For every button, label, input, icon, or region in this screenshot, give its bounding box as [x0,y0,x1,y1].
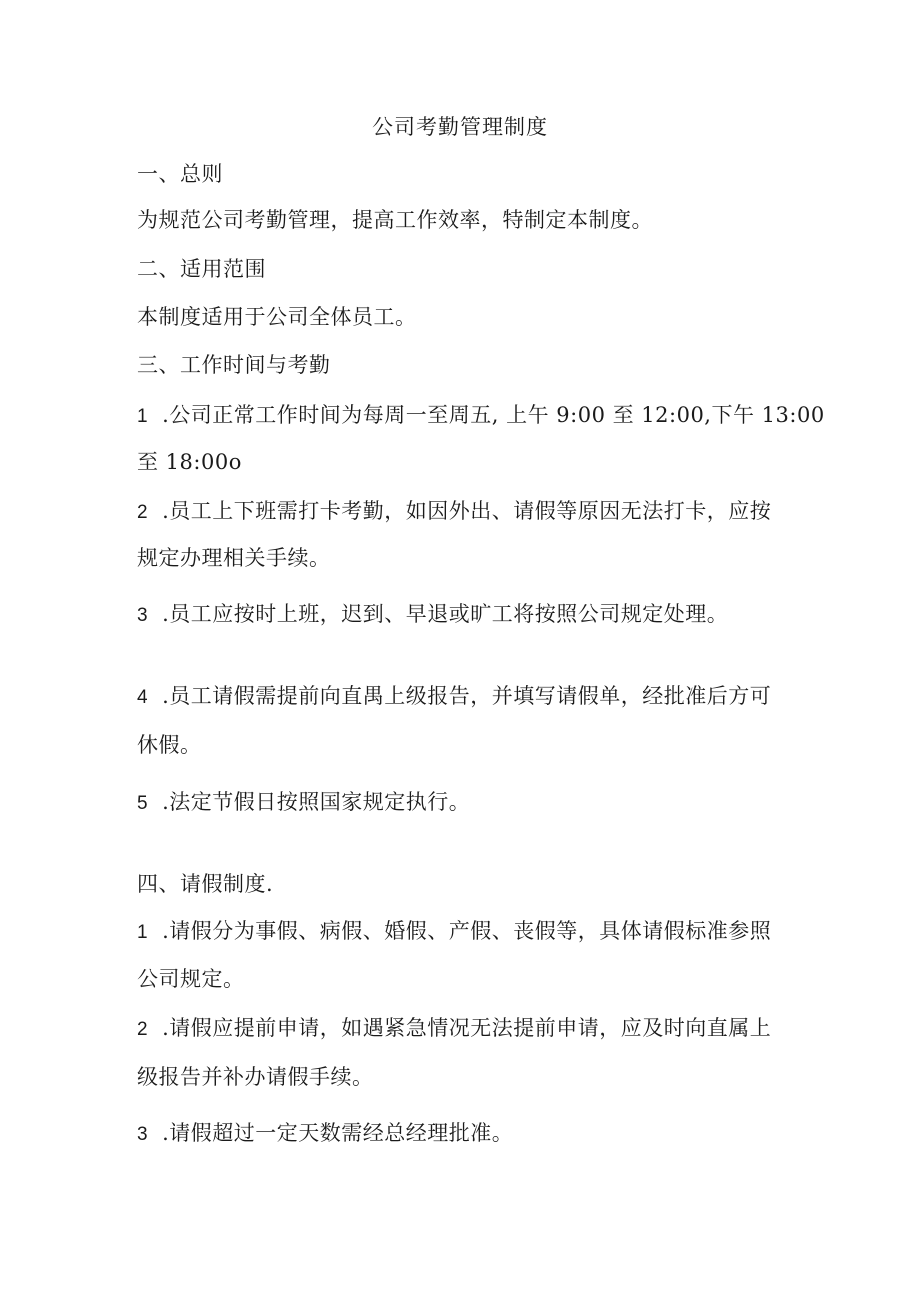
item-text: .请假超过一定天数需经总经理批准。 [162,1121,514,1145]
section-3-item-4 [137,679,797,715]
section-3-item-1 [137,398,825,434]
item-text: .员工上下班需打卡考勤，如因外出、请假等原因无法打卡，应按 [162,499,772,523]
item-text: .请假应提前申请，如遇紧急情况无法提前申请，应及时向直属上 [162,1016,772,1040]
section-1-heading: 一、总则 [137,162,223,186]
section-1-text: 为规范公司考勤管理，提高工作效率，特制定本制度。 [137,208,653,232]
item-number: 3 [137,605,149,626]
section-3-item-4-cont: 休假。 [137,733,202,757]
section-4-item-2 [137,1011,797,1047]
section-3-item-1-cont: 至 18:00o [137,450,242,474]
section-4-item-2-cont: 级报告并补办请假手续。 [137,1065,374,1089]
section-4-heading: 四、请假制度. [137,872,274,896]
item-number: 1 [137,406,149,427]
item-number: 2 [137,1019,149,1040]
item-text: .法定节假日按照国家规定执行。 [162,790,471,814]
document-title: 公司考勤管理制度 [372,115,548,139]
section-3-item-2-cont: 规定办理相关手续。 [137,546,331,570]
item-number: 4 [137,687,149,708]
item-text: .员工请假需提前向直禺上级报告，并填写请假单，经批准后方可 [162,684,772,708]
item-number: 2 [137,502,149,523]
section-4-item-1 [137,914,797,950]
section-3-item-2 [137,494,797,530]
section-3-item-3 [137,597,797,633]
item-text: .员工应按时上班，迟到、早退或旷工将按照公司规定处理。 [162,602,729,626]
item-text: .请假分为事假、病假、婚假、产假、丧假等，具体请假标准参照 [162,919,772,943]
section-4-item-3 [137,1116,797,1152]
item-text: .公司正常工作时间为每周一至周五, 上午 9:00 至 12:00,下午 13:00 [162,403,825,427]
item-number: 1 [137,922,149,943]
section-2-heading: 二、适用范围 [137,257,266,281]
item-number: 5 [137,793,149,814]
item-number: 3 [137,1124,149,1145]
section-3-heading: 三、工作时间与考勤 [137,353,331,377]
section-3-item-5 [137,785,797,821]
section-4-item-1-cont: 公司规定。 [137,967,245,991]
section-2-text: 本制度适用于公司全体员工。 [137,305,417,329]
